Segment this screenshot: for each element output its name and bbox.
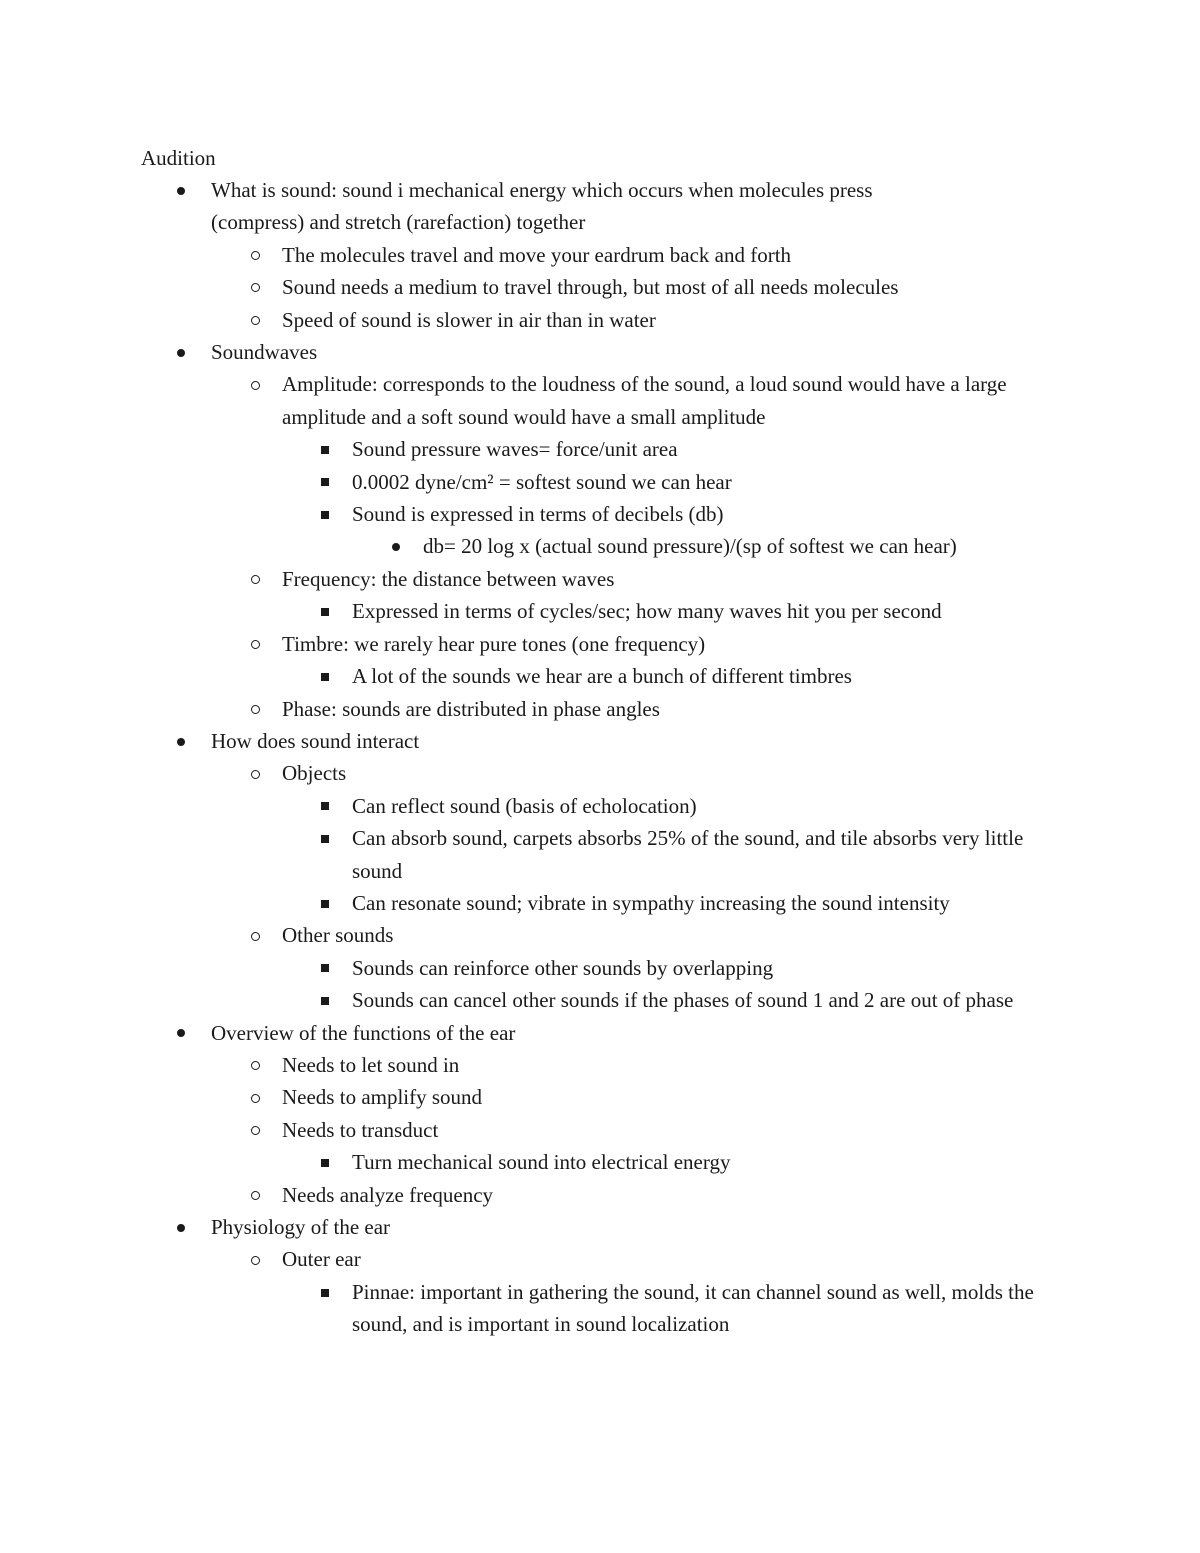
list-item-text: Needs to transduct [282, 1117, 439, 1142]
hollow-circle-bullet-icon [245, 1114, 265, 1146]
list-item-text: Phase: sounds are distributed in phase angles [282, 696, 660, 721]
filled-dot-bullet-icon [171, 1211, 191, 1243]
list-item-text: Speed of sound is slower in air than in water [282, 307, 656, 332]
list-item-text: How does sound interact [211, 728, 420, 753]
hollow-circle-bullet-icon [245, 239, 265, 271]
list-item-text: Can absorb sound, carpets absorbs 25% of the sound, and tile absorbs very little sound [352, 826, 1024, 883]
list-item-text: Can resonate sound; vibrate in sympathy increasing the sound intensity [352, 890, 950, 915]
square-bullet-icon [315, 822, 335, 854]
hollow-circle-bullet-icon [245, 628, 265, 660]
list-item [0, 498, 1200, 530]
list-item-text: What is sound: sound i mechanical energy which occurs when molecules press (compress) and stretch (rarefaction) together [211, 178, 873, 235]
list-item-text: Sounds can reinforce other sounds by overlapping [352, 955, 774, 980]
list-item-text: Sound pressure waves= force/unit area [352, 437, 678, 462]
list-item [0, 1146, 1200, 1178]
hollow-circle-bullet-icon [245, 693, 265, 725]
list-item [0, 757, 1200, 789]
list-item [0, 822, 1200, 887]
list-item [0, 595, 1200, 627]
list-item [0, 304, 1200, 336]
list-item [0, 919, 1200, 951]
list-item [0, 660, 1200, 692]
list-item [0, 1081, 1200, 1113]
list-item [0, 271, 1200, 303]
filled-dot-bullet-icon [171, 336, 191, 368]
list-item-text: Pinnae: important in gathering the sound, it can channel sound as well, molds the sound, and is important in sound localization [352, 1279, 1034, 1337]
list-item [0, 693, 1200, 725]
hollow-circle-bullet-icon [245, 563, 265, 595]
list-item-text: Other sounds [282, 923, 394, 948]
list-item-text: Sounds can cancel other sounds if the phases of sound 1 and 2 are out of phase [352, 988, 1014, 1013]
list-item-text: Sound needs a medium to travel through, but most of all needs molecules [282, 275, 899, 300]
list-item [0, 368, 1200, 433]
list-item-text: Soundwaves [211, 340, 318, 365]
hollow-circle-bullet-icon [245, 919, 265, 951]
hollow-circle-bullet-icon [245, 757, 265, 789]
filled-dot-bullet-icon [171, 174, 191, 206]
square-bullet-icon [315, 790, 335, 822]
list-item-text: Turn mechanical sound into electrical energy [352, 1150, 731, 1175]
square-bullet-icon [315, 1276, 335, 1308]
list-item-text: Needs to amplify sound [282, 1085, 483, 1110]
square-bullet-icon [315, 660, 335, 692]
square-bullet-icon [315, 595, 335, 627]
list-item-text: Physiology of the ear [211, 1215, 391, 1239]
list-item [0, 433, 1200, 465]
list-item [0, 239, 1200, 271]
list-item-text: 0.0002 dyne/cm² = softest sound we can hear [352, 469, 732, 494]
list-item-text: Overview of the functions of the ear [211, 1020, 516, 1045]
list-item [0, 790, 1200, 822]
list-item [0, 725, 1200, 757]
list-item-text: db= 20 log x (actual sound pressure)/(sp of softest we can hear) [423, 534, 957, 559]
list-item [0, 1049, 1200, 1081]
list-item [0, 628, 1200, 660]
list-item [0, 530, 1200, 562]
list-item-text: Needs to let sound in [282, 1052, 460, 1077]
list-item-text: Frequency: the distance between waves [282, 566, 615, 591]
filled-dot-bullet-icon [386, 530, 406, 562]
hollow-circle-bullet-icon [245, 1179, 265, 1211]
list-item-text: Expressed in terms of cycles/sec; how many waves hit you per second [352, 599, 942, 624]
list-item [0, 174, 1200, 239]
hollow-circle-bullet-icon [245, 1243, 265, 1275]
hollow-circle-bullet-icon [245, 1049, 265, 1081]
hollow-circle-bullet-icon [245, 1081, 265, 1113]
list-item [0, 1211, 1200, 1243]
hollow-circle-bullet-icon [245, 368, 265, 400]
list-item-text: Sound is expressed in terms of decibels (db) [352, 502, 724, 527]
list-item [0, 336, 1200, 368]
notes-list [0, 174, 1200, 1341]
square-bullet-icon [315, 498, 335, 530]
list-item [0, 1276, 1200, 1341]
list-item [0, 1114, 1200, 1146]
list-item [0, 466, 1200, 498]
list-item-text: Can reflect sound (basis of echolocation) [352, 793, 697, 818]
list-item-text: A lot of the sounds we hear are a bunch of different timbres [352, 664, 852, 689]
list-item-text: The molecules travel and move your eardrum back and forth [282, 242, 792, 267]
document-title: Audition [141, 146, 216, 170]
square-bullet-icon [315, 1146, 335, 1178]
square-bullet-icon [315, 466, 335, 498]
list-item [0, 1179, 1200, 1211]
hollow-circle-bullet-icon [245, 271, 265, 303]
list-item [0, 1243, 1200, 1275]
list-item [0, 952, 1200, 984]
filled-dot-bullet-icon [171, 725, 191, 757]
square-bullet-icon [315, 952, 335, 984]
list-item-text: Objects [282, 761, 347, 786]
list-item [0, 563, 1200, 595]
hollow-circle-bullet-icon [245, 304, 265, 336]
filled-dot-bullet-icon [171, 1017, 191, 1049]
list-item [0, 1017, 1200, 1049]
list-item-text: Outer ear [282, 1247, 361, 1272]
square-bullet-icon [315, 887, 335, 919]
list-item-text: Amplitude: corresponds to the loudness of the sound, a loud sound would have a large amplitude and a soft sound would have a small amplitude [282, 372, 1007, 429]
square-bullet-icon [315, 433, 335, 465]
square-bullet-icon [315, 984, 335, 1016]
list-item [0, 984, 1200, 1016]
list-item-text: Timbre: we rarely hear pure tones (one frequency) [282, 631, 706, 656]
list-item-text: Needs analyze frequency [282, 1182, 494, 1207]
list-item [0, 887, 1200, 919]
